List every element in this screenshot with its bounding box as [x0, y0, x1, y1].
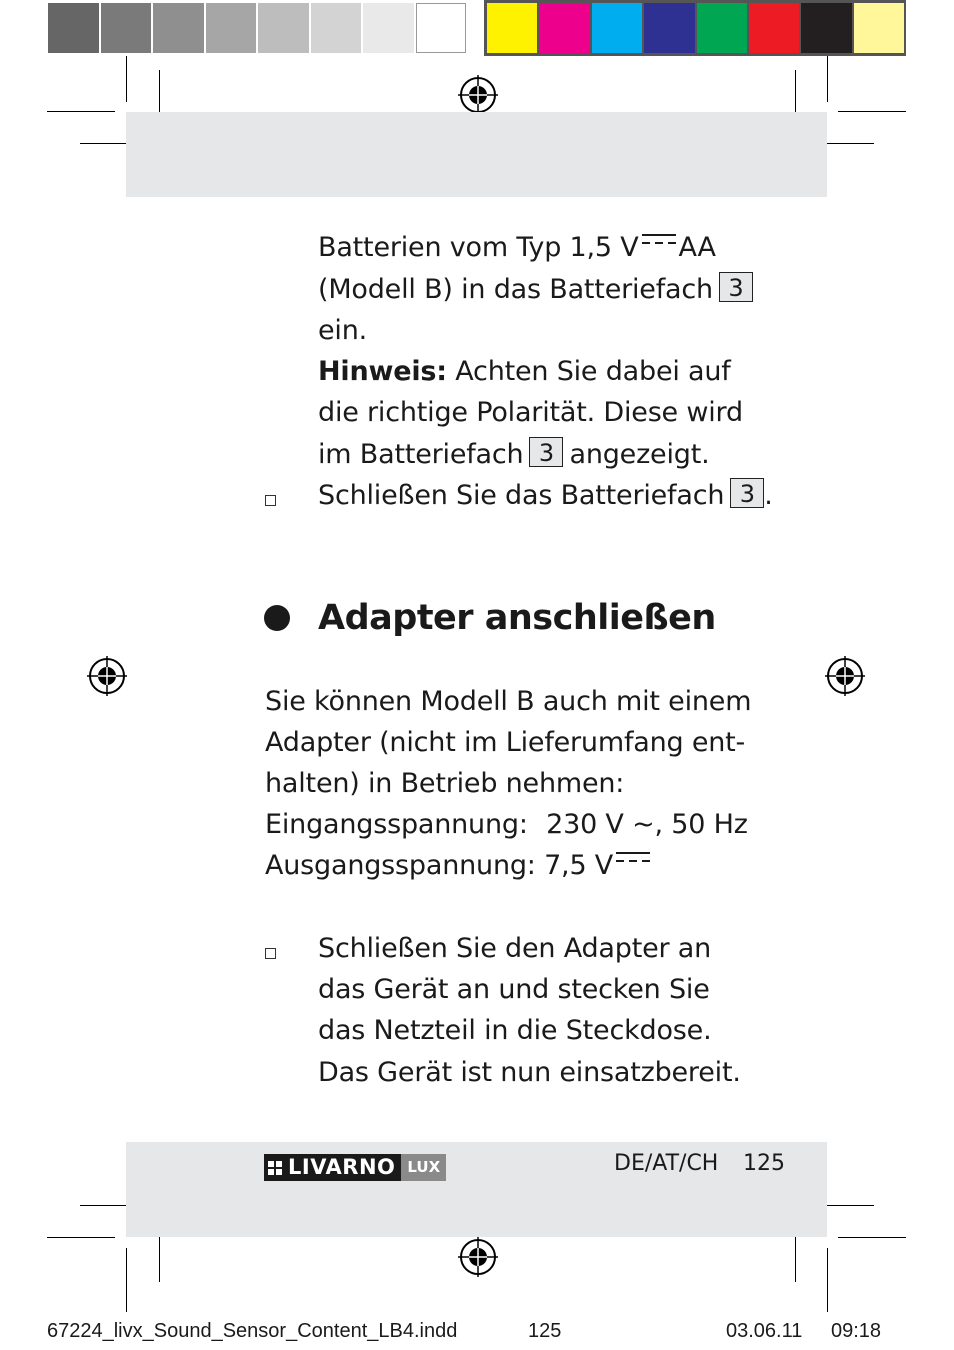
crop-mark — [126, 1248, 127, 1312]
gray-swatch — [363, 3, 416, 53]
crop-mark — [47, 1237, 115, 1238]
slug-time: 09:18 — [831, 1320, 882, 1342]
battery-compartment-line — [318, 270, 759, 310]
output-voltage-label: Ausgangsspannung: — [265, 850, 536, 881]
step-checkbox-icon — [265, 495, 276, 506]
heading-bullet-icon — [264, 605, 290, 631]
hint-text: Achten Sie dabei auf — [455, 356, 731, 387]
hint-label: Hinweis: — [318, 356, 447, 387]
registration-target-icon — [825, 656, 865, 696]
gray-swatch — [311, 3, 364, 53]
gray-swatch — [206, 3, 259, 53]
color-swatch — [644, 3, 694, 53]
color-swatch — [539, 3, 589, 53]
hint-text: im Batteriefach — [318, 439, 524, 470]
input-voltage-label: Eingangsspannung: — [265, 809, 528, 840]
output-voltage-line — [265, 846, 653, 886]
paragraph-line: Adapter (nicht im Lieferumfang ent- — [265, 727, 746, 758]
registration-target-icon — [458, 1237, 498, 1277]
slug-date: 03.06.11 — [726, 1320, 803, 1342]
part-reference-badge: 3 — [719, 272, 753, 302]
hint-line — [318, 435, 709, 475]
registration-target-icon — [458, 75, 498, 115]
color-swatch — [854, 3, 904, 53]
part-reference-badge: 3 — [730, 478, 764, 508]
battery-type-text: Batterien vom Typ 1,5 V — [318, 232, 639, 263]
battery-type-line — [318, 228, 716, 268]
gray-swatch — [416, 3, 467, 53]
crop-mark — [838, 1237, 906, 1238]
input-voltage-value: 230 V ~, 50 Hz — [546, 809, 748, 840]
gray-swatch — [48, 3, 101, 53]
input-voltage-line — [265, 805, 748, 845]
color-swatch — [749, 3, 799, 53]
footer-band — [126, 1142, 827, 1237]
crop-mark — [47, 111, 115, 112]
output-voltage-value: 7,5 V — [544, 850, 614, 881]
step-text: Schließen Sie den Adapter an — [318, 933, 712, 964]
paragraph-line: halten) in Betrieb nehmen: — [265, 768, 625, 799]
step-text: . — [764, 480, 773, 511]
battery-compartment-text: (Modell B) in das Batteriefach — [318, 274, 713, 305]
crop-mark — [838, 111, 906, 112]
section-heading: Adapter anschließen — [318, 598, 716, 638]
registration-target-icon — [87, 656, 127, 696]
hint-line — [318, 352, 731, 392]
brand-suffix: LUX — [401, 1154, 446, 1181]
gray-swatch — [101, 3, 154, 53]
color-swatch — [801, 3, 851, 53]
logo-grid-icon — [268, 1161, 282, 1175]
paragraph-line: Sie können Modell B auch mit einem — [265, 686, 752, 717]
hint-text: angezeigt. — [569, 439, 710, 470]
insert-text: ein. — [318, 315, 368, 346]
brand-name: LIVARNO — [288, 1155, 396, 1179]
logo-main — [264, 1154, 401, 1181]
crop-mark — [827, 1248, 828, 1312]
gray-swatch — [258, 3, 311, 53]
dc-symbol-icon — [616, 850, 650, 864]
battery-size-text: AA — [678, 232, 716, 263]
step-text: Schließen Sie das Batteriefach — [318, 480, 725, 511]
step-close-compartment — [318, 476, 773, 516]
slug-filename: 67224_livx_Sound_Sensor_Content_LB4.indd — [47, 1320, 458, 1342]
header-band — [126, 112, 827, 197]
crop-mark — [126, 56, 127, 102]
step-text: das Netzteil in die Steckdose. — [318, 1015, 712, 1046]
step-text: Das Gerät ist nun einsatzbereit. — [318, 1057, 741, 1088]
step-text: das Gerät an und stecken Sie — [318, 974, 710, 1005]
color-swatch — [697, 3, 747, 53]
region-label: DE/AT/CH — [614, 1151, 719, 1176]
color-swatch — [592, 3, 642, 53]
dc-symbol-icon — [642, 232, 676, 246]
part-reference-badge: 3 — [529, 437, 563, 467]
gray-swatch — [153, 3, 206, 53]
slug-page: 125 — [528, 1320, 562, 1342]
step-checkbox-icon — [265, 948, 276, 959]
livarno-lux-logo — [264, 1154, 446, 1181]
crop-mark — [827, 56, 828, 102]
page-number: 125 — [743, 1151, 785, 1176]
color-swatch — [487, 3, 537, 53]
hint-text: die richtige Polarität. Diese wird — [318, 397, 743, 428]
